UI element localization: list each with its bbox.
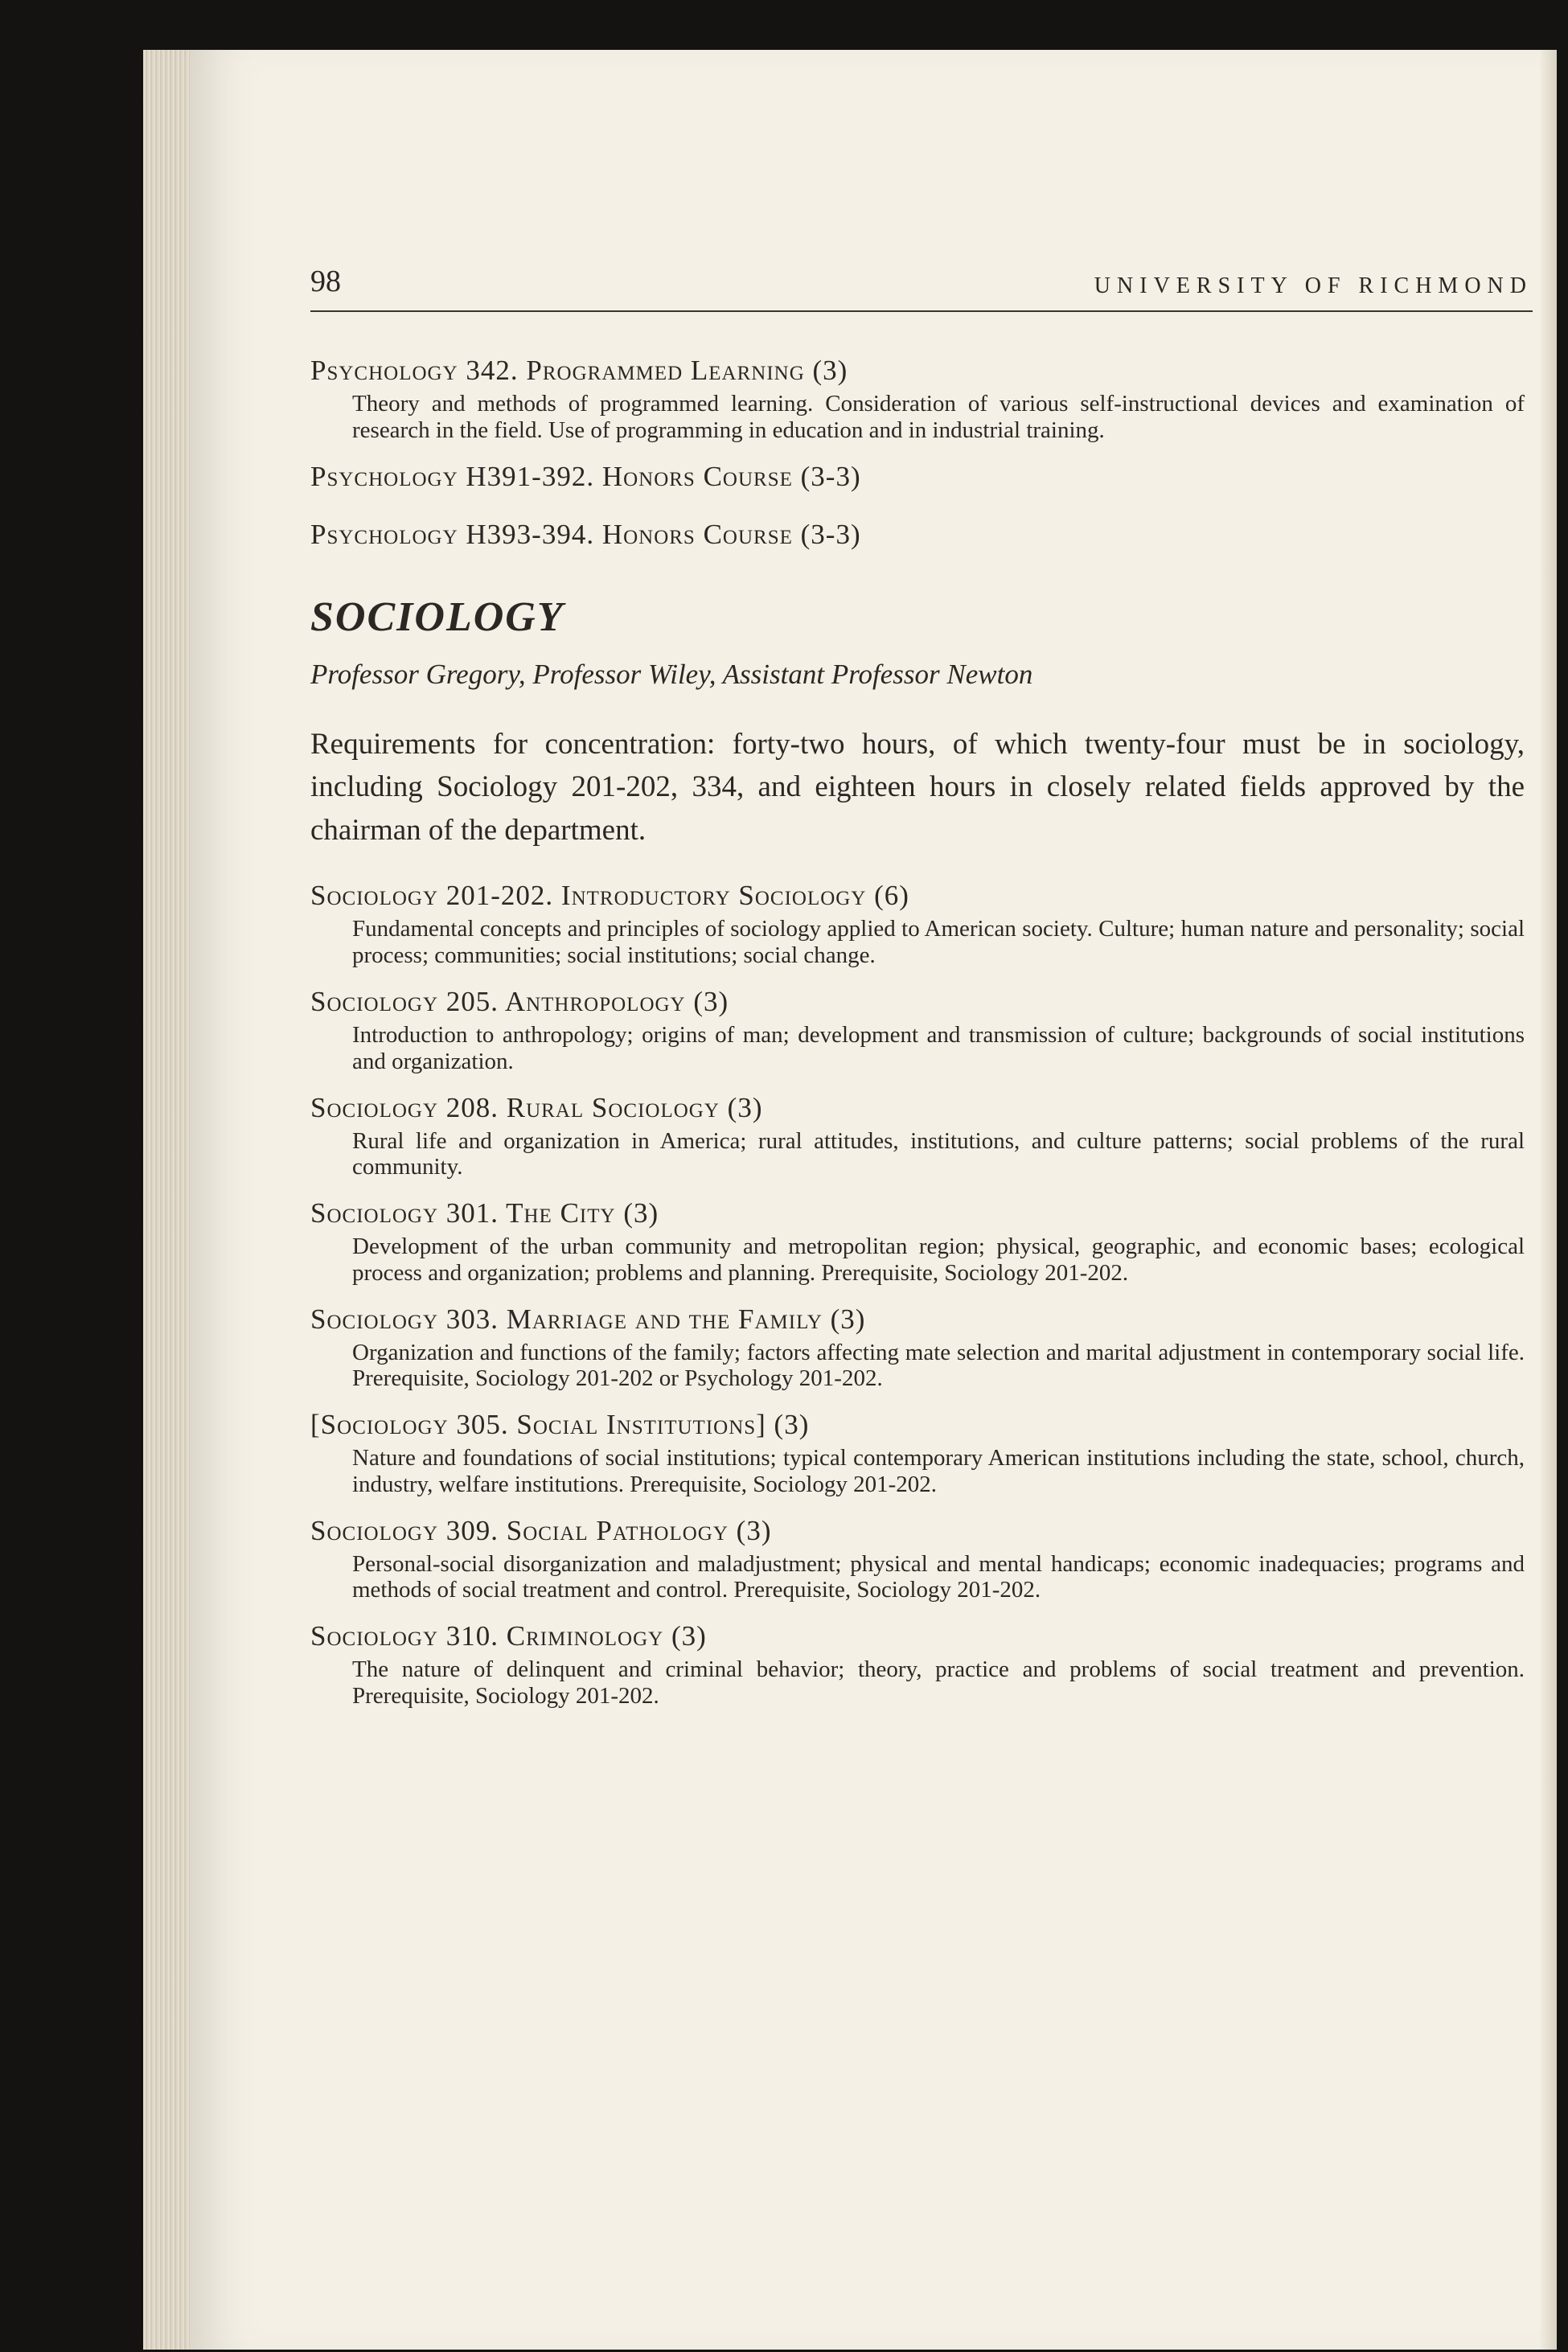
course-entry [310, 1197, 1525, 1287]
course-description: Introduction to anthropology; origins of man; development and transmission of culture; backgrounds of social institutions and organization. [352, 1021, 1525, 1074]
course-entry [310, 1514, 1525, 1604]
course-title: Sociology 303. Marriage and the Family (3) [310, 1303, 866, 1335]
faculty-list: Professor Gregory, Professor Wiley, Assistant Professor Newton [310, 658, 1033, 690]
course-entry [310, 985, 1525, 1075]
course-description: Personal-social disorganization and maladjustment; physical and mental handicaps; economic inadequacies; programs and methods of social treatment and control. Prerequisite, Sociology 201-202. [352, 1550, 1525, 1603]
course-entry [310, 1091, 1525, 1181]
course-description: Nature and foundations of social institutions; typical contemporary American institutions including the state, school, church, industry, welfare institutions. Prerequisite, Sociology 201-202. [352, 1445, 1525, 1497]
course-description: Theory and methods of programmed learning. Consideration of various self-instructional devices and examination of research in the field. Use of programming in education and in industrial training. [352, 391, 1525, 443]
course-entry [310, 1408, 1525, 1498]
page-content [310, 354, 1525, 1726]
course-title: Sociology 201-202. Introductory Sociology (6) [310, 880, 909, 912]
course-entry [310, 1619, 1525, 1710]
course-title: Sociology 301. The City (3) [310, 1197, 659, 1229]
course-description: Fundamental concepts and principles of sociology applied to American society. Culture; human nature and personality; social process; communities; social institutions; social change. [352, 916, 1525, 969]
running-head: UNIVERSITY OF RICHMOND [1094, 273, 1533, 298]
course-title: Sociology 208. Rural Sociology (3) [310, 1091, 763, 1123]
page-gutter-shadow [1541, 50, 1557, 2350]
course-entry [310, 460, 1525, 494]
course-entry [310, 879, 1525, 969]
page-header [310, 265, 1533, 312]
course-title: Sociology 205. Anthropology (3) [310, 985, 729, 1017]
course-title: Sociology 310. Criminology (3) [310, 1620, 707, 1652]
course-description: Organization and functions of the family; factors affecting mate selection and marital adjustment in contemporary social life. Prerequisite, Sociology 201-202 or Psychology 201-202. [352, 1339, 1525, 1392]
course-entry [310, 354, 1525, 444]
page-number: 98 [310, 265, 341, 298]
course-entry [310, 518, 1525, 552]
course-description: The nature of delinquent and criminal behavior; theory, practice and problems of social treatment and prevention. Prerequisite, Sociology 201-202. [352, 1656, 1525, 1709]
course-title: Psychology H391-392. Honors Course (3-3) [310, 460, 861, 492]
course-title: [Sociology 305. Social Institutions] (3) [310, 1409, 810, 1441]
course-description: Development of the urban community and metropolitan region; physical, geographic, and economic bases; ecological process and organization; problems and planning. Prerequisite, Sociology 201-202. [352, 1233, 1525, 1286]
course-title: Psychology 342. Programmed Learning (3) [310, 355, 848, 386]
concentration-requirements: Requirements for concentration: forty-two hours, of which twenty-four must be in sociology, including Sociology 201-202, 334, and eighteen hours in closely related fields approved by the chairman of the department. [310, 727, 1525, 847]
course-title: Sociology 309. Social Pathology (3) [310, 1514, 772, 1546]
course-entry [310, 1303, 1525, 1393]
section-heading: SOCIOLOGY [310, 593, 564, 640]
course-description: Rural life and organization in America; rural attitudes, institutions, and culture patterns; social problems of the rural community. [352, 1127, 1525, 1180]
course-title: Psychology H393-394. Honors Course (3-3) [310, 518, 861, 550]
